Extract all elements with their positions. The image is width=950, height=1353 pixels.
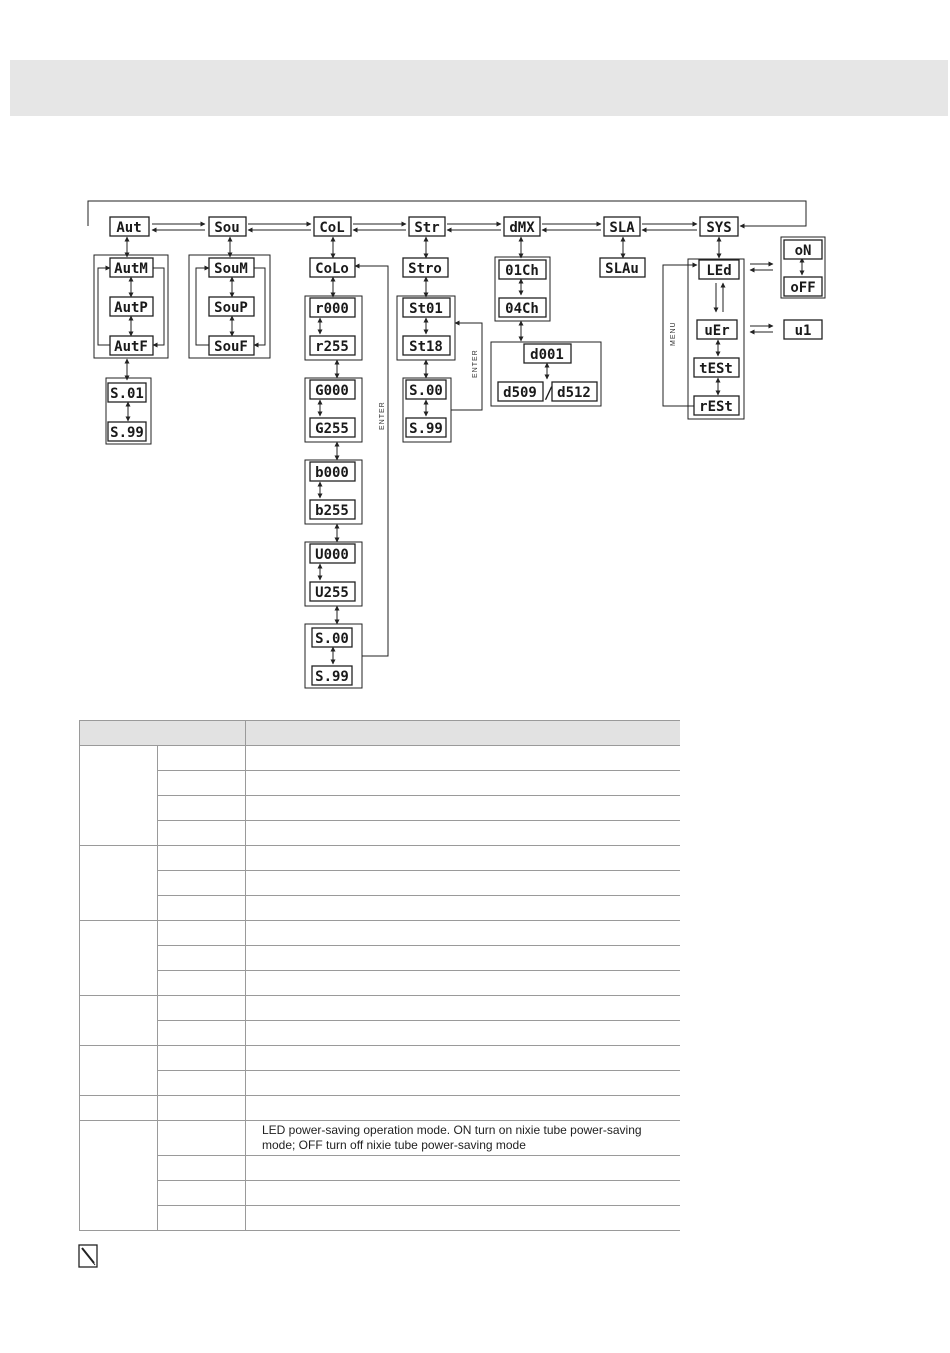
dmx-ch-4: 04Ch bbox=[505, 301, 539, 317]
red-min: r000 bbox=[315, 301, 349, 317]
enter-label-strobe: ENTER bbox=[472, 349, 479, 378]
table-row bbox=[80, 821, 681, 846]
table-row bbox=[80, 771, 681, 796]
top-str: Str bbox=[414, 220, 440, 236]
menu-table bbox=[79, 720, 680, 1231]
red-max: r255 bbox=[315, 339, 349, 355]
sys-menu-loop bbox=[663, 265, 697, 406]
sou-p: SouP bbox=[214, 300, 248, 316]
enter-label-color: ENTER bbox=[379, 401, 386, 430]
table-row bbox=[80, 971, 681, 996]
top-col: CoL bbox=[319, 220, 345, 236]
led-description bbox=[246, 1121, 681, 1156]
color-speed-min: S.00 bbox=[315, 631, 349, 647]
dmx-addr-min: d001 bbox=[530, 347, 564, 363]
table-row bbox=[80, 846, 681, 871]
aut-m: AutM bbox=[114, 261, 148, 277]
sys-ver: uEr bbox=[704, 323, 730, 339]
uv-min: U000 bbox=[315, 547, 349, 563]
blue-min: b000 bbox=[315, 465, 349, 481]
table-row bbox=[80, 921, 681, 946]
color-speed-max: S.99 bbox=[315, 669, 349, 685]
top-aut: Aut bbox=[116, 220, 142, 236]
table-row bbox=[80, 1046, 681, 1071]
top-sys: SYS bbox=[706, 220, 732, 236]
top-loop-line bbox=[88, 201, 806, 226]
led-on: oN bbox=[794, 243, 812, 259]
version-value: u1 bbox=[794, 323, 812, 339]
sou-f: SouF bbox=[214, 339, 248, 355]
uv-max: U255 bbox=[315, 585, 349, 601]
top-sou: Sou bbox=[214, 220, 240, 236]
colo-enter-loop bbox=[355, 266, 388, 656]
stro: Stro bbox=[408, 261, 442, 277]
dmx-slash: / bbox=[544, 383, 554, 402]
menu-label: MENU bbox=[670, 321, 677, 346]
top-dmx: dMX bbox=[509, 220, 535, 236]
dmx-addr-509: d509 bbox=[503, 385, 537, 401]
table-header-row bbox=[80, 721, 681, 746]
table-row bbox=[80, 1206, 681, 1231]
sou-m: SouM bbox=[214, 261, 248, 277]
note-pencil-icon bbox=[78, 1244, 98, 1268]
dmx-addr-512: d512 bbox=[557, 385, 591, 401]
colo: CoLo bbox=[315, 261, 349, 277]
aut-p: AutP bbox=[114, 300, 148, 316]
table-row bbox=[80, 946, 681, 971]
sys-led: LEd bbox=[706, 263, 732, 279]
strobe-mode-max: St18 bbox=[409, 339, 443, 355]
table-row bbox=[80, 1156, 681, 1181]
sys-reset: rESt bbox=[699, 399, 733, 415]
strobe-mode-min: St01 bbox=[409, 301, 443, 317]
top-sla: SLA bbox=[609, 220, 635, 236]
strobe-speed-min: S.00 bbox=[409, 383, 443, 399]
strobe-speed-max: S.99 bbox=[409, 421, 443, 437]
led-off: oFF bbox=[790, 280, 816, 296]
table-row bbox=[80, 746, 681, 771]
table-row bbox=[80, 871, 681, 896]
aut-speed-max: S.99 bbox=[110, 425, 144, 441]
aut-speed-min: S.01 bbox=[110, 386, 144, 402]
aut-f: AutF bbox=[114, 339, 148, 355]
sys-test: tESt bbox=[699, 361, 733, 377]
green-max: G255 bbox=[315, 421, 349, 437]
table-row bbox=[80, 1071, 681, 1096]
led-description-line1: LED power-saving operation mode. ON turn on nixie tube power-saving bbox=[262, 1123, 642, 1137]
table-row bbox=[80, 1021, 681, 1046]
blue-max: b255 bbox=[315, 503, 349, 519]
table-row bbox=[80, 1096, 681, 1121]
dmx-ch-1: 01Ch bbox=[505, 263, 539, 279]
slave: SLAu bbox=[605, 261, 639, 277]
table-row bbox=[80, 996, 681, 1021]
table-row bbox=[80, 896, 681, 921]
table-row bbox=[80, 1181, 681, 1206]
green-min: G000 bbox=[315, 383, 349, 399]
led-description-line2: mode; OFF turn off nixie tube power-saving mode bbox=[262, 1138, 526, 1152]
table-row bbox=[80, 1121, 681, 1156]
table-row bbox=[80, 796, 681, 821]
